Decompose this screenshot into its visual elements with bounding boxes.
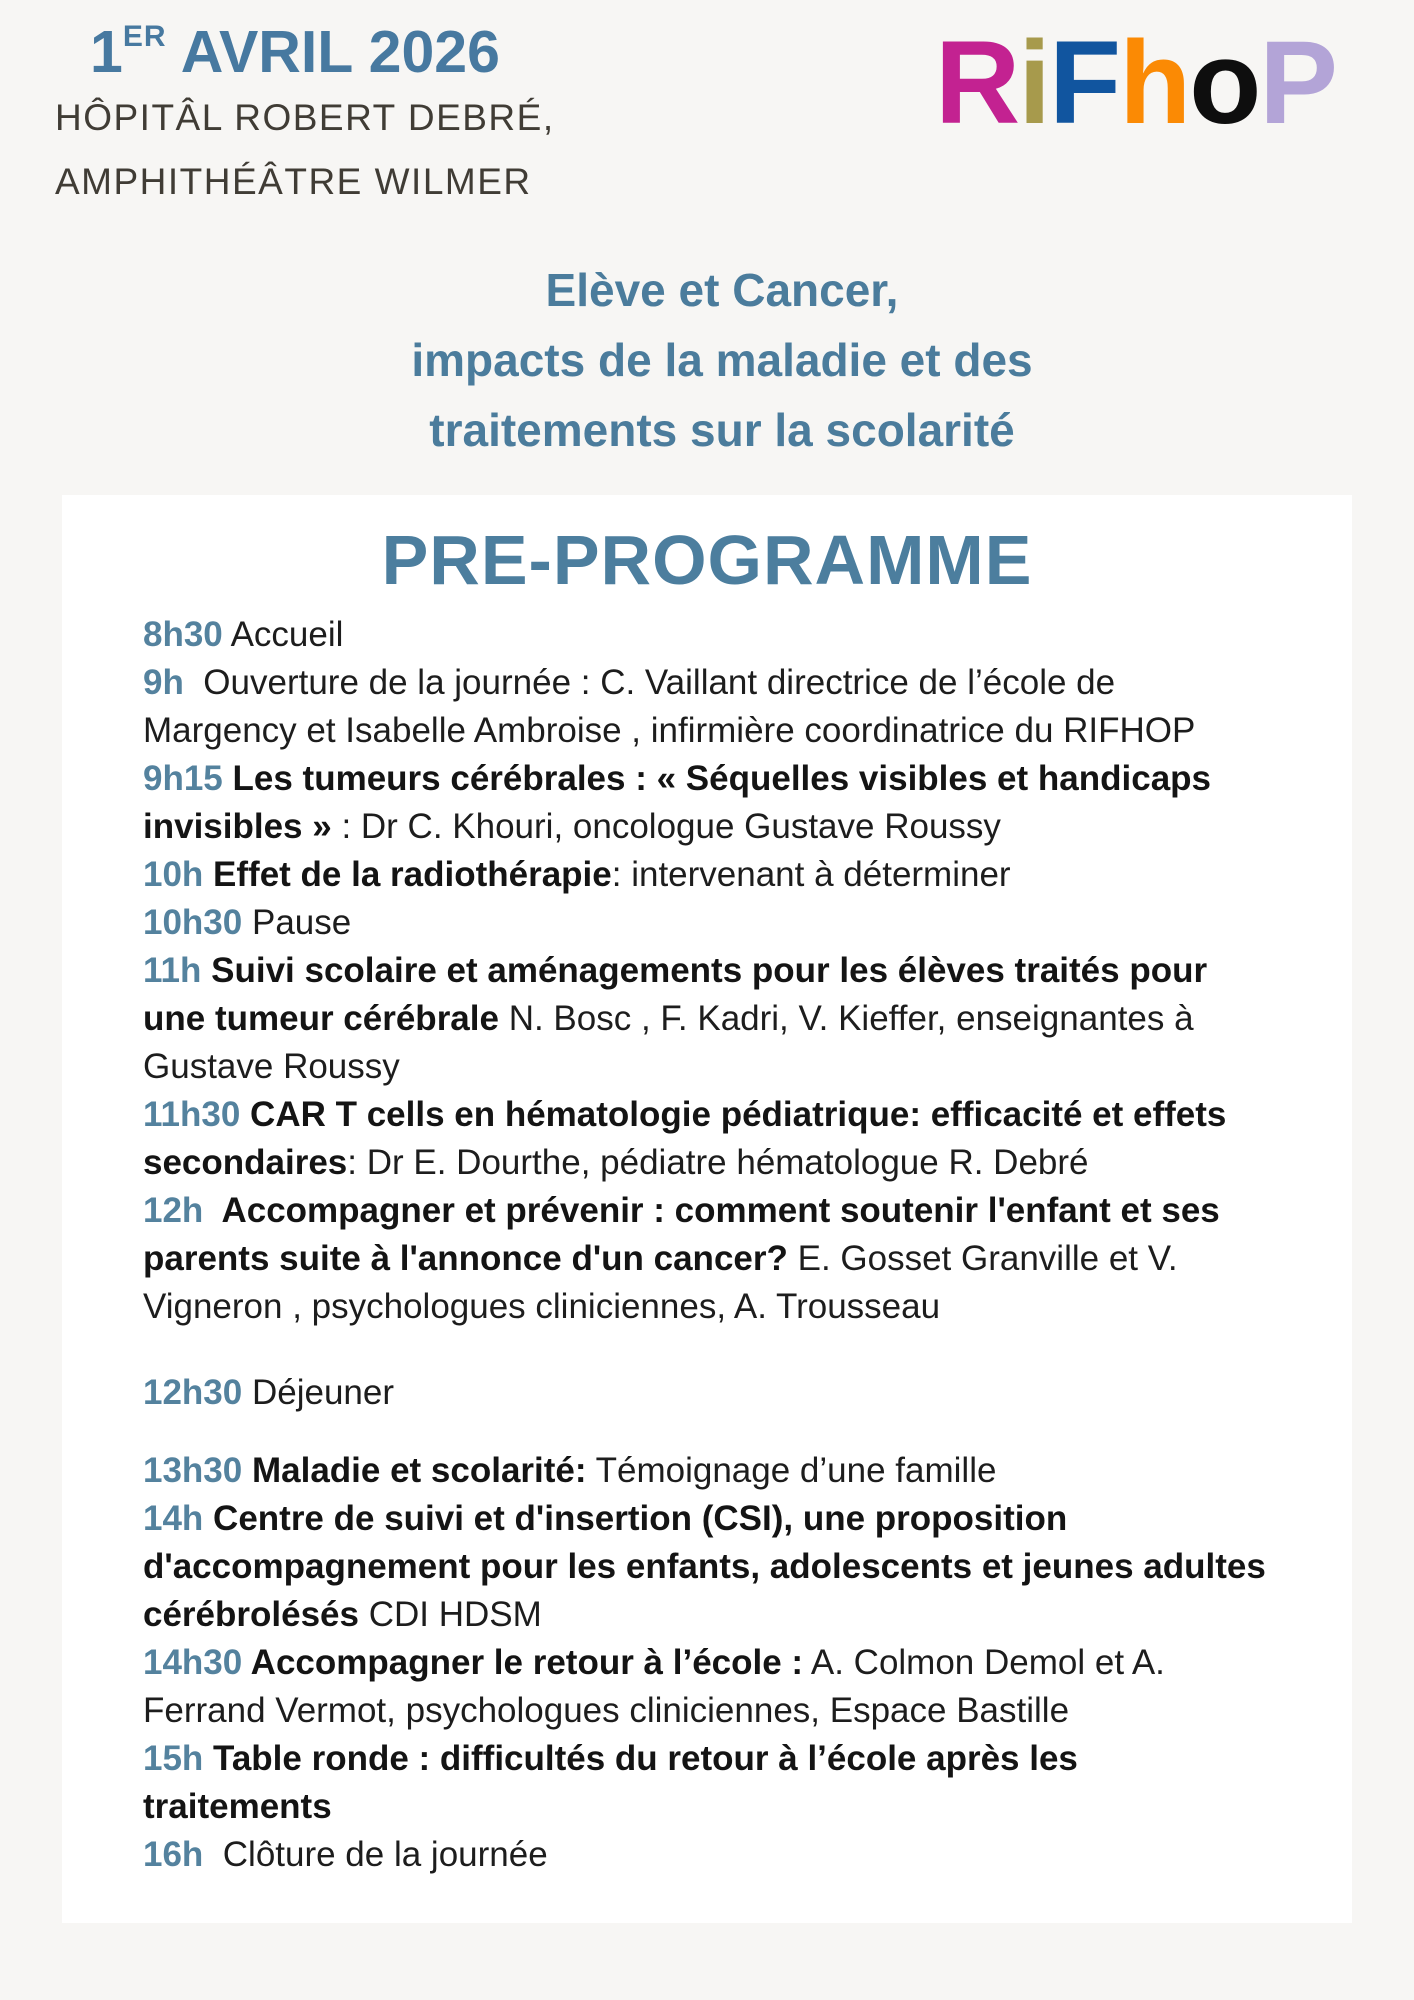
session-title: une tumeur cérébrale [143,999,499,1038]
schedule-line [143,947,1332,995]
date-ordinal: ER [122,20,167,53]
schedule-line [143,611,1332,659]
time-label: 12h [143,1191,204,1230]
schedule-line [143,1447,1332,1495]
schedule-line [143,995,1332,1043]
session-title: Table ronde : difficultés du retour à l’école après les [203,1739,1078,1778]
session-title: Suivi scolaire et aménagements pour les élèves traités pour [201,951,1208,990]
session-title: traitements [143,1787,332,1826]
logo-letter: F [1049,17,1120,149]
schedule-line [143,1495,1332,1543]
schedule-line [143,659,1332,707]
time-label: 14h [143,1499,204,1538]
session-title: secondaires [143,1143,348,1182]
time-label: 11h [143,951,202,990]
schedule-line [143,1831,1332,1879]
session-detail: Accueil [222,615,344,654]
logo-letter: R [935,17,1019,149]
schedule-block [143,1369,1332,1417]
session-detail: Ouverture de la journée : C. Vaillant directrice de l’école de [183,663,1116,702]
schedule-line [143,1687,1332,1735]
session-detail: E. Gosset Granville et V. [787,1239,1178,1278]
session-title: cérébrolésés [143,1595,359,1634]
schedule-line [143,1091,1332,1139]
session-detail: Déjeuner [242,1373,395,1412]
session-title: parents suite à l'annonce d'un cancer? [143,1239,788,1278]
session-title: Accompagner le retour à l’école : [242,1643,804,1682]
time-label: 10h [143,855,204,894]
title-line: Elève et Cancer, [545,264,899,316]
program-card [62,495,1352,1923]
session-detail: Témoignage d’une famille [586,1451,997,1490]
schedule-line [143,1783,1332,1831]
schedule-line [143,1283,1332,1331]
time-label: 9h [143,663,184,702]
time-label: 8h30 [143,615,223,654]
time-label: 11h30 [143,1095,241,1134]
session-detail: Clôture de la journée [203,1835,548,1874]
session-title: Les tumeurs cérébrales : « Séquelles visibles et handicaps [222,759,1212,798]
session-detail: Gustave Roussy [143,1047,400,1086]
time-label: 15h [143,1739,204,1778]
session-title: Effet de la radiothérapie [203,855,612,894]
title-line: traitements sur la scolarité [429,404,1015,456]
schedule-line [143,1043,1332,1091]
session-detail: A. Colmon Demol et A. [803,1643,1165,1682]
time-label: 12h30 [143,1373,243,1412]
title-line: impacts de la maladie et des [411,334,1033,386]
session-detail: Pause [242,903,352,942]
time-label: 14h30 [143,1643,243,1682]
session-detail: : intervenant à déterminer [611,855,1011,894]
logo-letter: P [1259,17,1337,149]
session-detail: Margency et Isabelle Ambroise , infirmière coordinatrice du RIFHOP [143,711,1196,750]
program-schedule [62,611,1352,1879]
session-detail: Ferrand Vermot, psychologues cliniciennes, Espace Bastille [143,1691,1070,1730]
time-label: 9h15 [143,759,223,798]
schedule-block [143,1447,1332,1879]
time-label: 10h30 [143,903,243,942]
venue-line: AMPHITHÉÂTRE WILMER [55,161,532,202]
session-detail: : Dr C. Khouri, oncologue Gustave Roussy [331,807,1001,846]
event-title [30,255,1414,465]
schedule-line [143,899,1332,947]
venue-line: HÔPITÂL ROBERT DEBRÉ, [55,97,555,138]
time-label: 13h30 [143,1451,243,1490]
session-title: Accompagner et prévenir : comment soutenir l'enfant et ses [203,1191,1220,1230]
event-date [90,19,500,85]
schedule-block [143,611,1332,1331]
session-detail: N. Bosc , F. Kadri, V. Kieffer, enseignantes à [498,999,1194,1038]
schedule-line [143,755,1332,803]
program-heading: PRE-PROGRAMME [381,521,1033,599]
venue [55,86,555,214]
schedule-line [143,1187,1332,1235]
schedule-line [143,1639,1332,1687]
schedule-line [143,803,1332,851]
logo-letter: o [1189,17,1260,149]
session-title: Maladie et scolarité: [242,1451,587,1490]
schedule-line [143,851,1332,899]
session-title: CAR T cells en hématologie pédiatrique: efficacité et effets [240,1095,1227,1134]
rifhop-logo [935,17,1337,149]
time-label: 16h [143,1835,204,1874]
schedule-line [143,1369,1332,1417]
logo-letter: h [1119,17,1190,149]
date-rest: AVRIL 2026 [166,19,500,85]
session-detail: Vigneron , psychologues cliniciennes, A. Trousseau [143,1287,941,1326]
schedule-line [143,1591,1332,1639]
session-title: d'accompagnement pour les enfants, adolescents et jeunes adultes [143,1547,1266,1586]
schedule-line [143,1139,1332,1187]
schedule-line [143,1735,1332,1783]
schedule-line [143,707,1332,755]
session-detail: : Dr E. Dourthe, pédiatre hématologue R. Debré [347,1143,1089,1182]
date-day: 1 [90,19,123,85]
session-title: Centre de suivi et d'insertion (CSI), une proposition [203,1499,1068,1538]
logo-letter: i [1018,17,1050,149]
session-detail: CDI HDSM [358,1595,542,1634]
session-title: invisibles » [143,807,332,846]
schedule-line [143,1543,1332,1591]
schedule-line [143,1235,1332,1283]
